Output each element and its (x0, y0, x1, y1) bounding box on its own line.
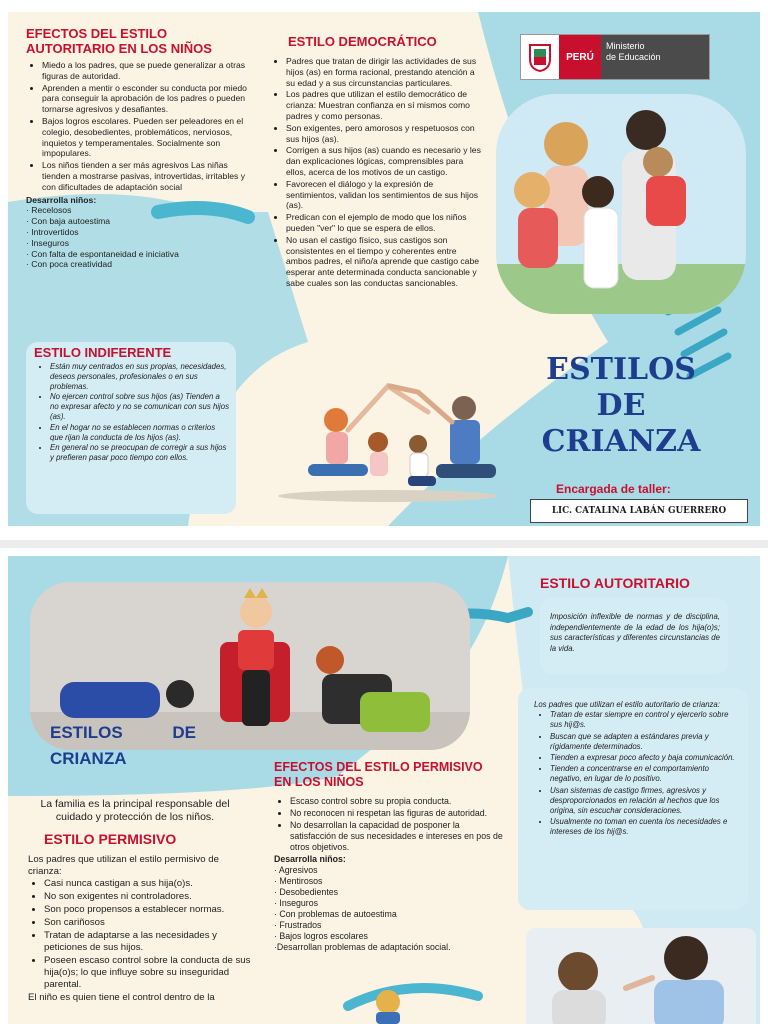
encargada-name: LIC. CATALINA LABÁN GUERRERO (530, 499, 748, 523)
list-item: · Mentirosos (274, 876, 323, 886)
efectos-permisivo-text (274, 796, 504, 953)
democratico-title: ESTILO DEMOCRÁTICO (288, 34, 437, 49)
list-item: · Con problemas de autoestima (274, 909, 397, 919)
desarrolla-label: Desarrolla niños: (26, 194, 97, 205)
list-item: · Con falta de espontaneidad e iniciativa (26, 248, 179, 259)
permisivo-intro: Los padres que utilizan el estilo permisivo de crianza: (28, 854, 219, 877)
democratico-text (270, 56, 484, 290)
list-item: · Frustrados (274, 920, 322, 930)
father-son-photo (526, 928, 756, 1024)
child-small-photo (358, 984, 418, 1024)
list-item: • Casi nunca castigan a sus hija(o)s. (44, 878, 252, 890)
list-item: · Inseguros (26, 237, 69, 248)
list-item: • Los niños tienden a ser más agresivos Las niñas tienden a mostrarse pasivas, introvertidas, irritables y con dificultades de adaptación social (42, 160, 254, 192)
autoritario-intro: Los padres que utilizan el estilo autoritario de crianza: (534, 700, 720, 709)
list-item: • Tienden a expresar poco afecto y baja comunicación. (550, 753, 738, 763)
efectos-permisivo-title: EFECTOS DEL ESTILO PERMISIVO EN LOS NIÑOS (274, 760, 483, 789)
list-item: • Miedo a los padres, que se puede generalizar a otras figuras de autoridad. (42, 60, 254, 82)
list-item: • Aprenden a mentir o esconder su conducta por miedo para conseguir la aprobación de los padres o pueden tornarse agresivos y desafiantes. (42, 83, 254, 115)
list-item: • Tratan de estar siempre en control y ejercerlo sobre sus hij@s. (550, 710, 738, 730)
permisivo-title: ESTILO PERMISIVO (44, 831, 177, 847)
cover-title-line1: ESTILOS (546, 352, 696, 387)
cover-title-line3: CRIANZA (541, 424, 701, 459)
list-item: • Bajos logros escolares. Pueden ser peleadores en el colegio, desobedientes, problemáticos, nerviosos, inquietos y temperamentales. Socialmente son impopulares. (42, 116, 254, 159)
indiferente-title: ESTILO INDIFERENTE (34, 345, 172, 360)
banner-title-word1: ESTILOS (50, 723, 123, 742)
banner-title (50, 720, 196, 772)
permisivo-last-line: El niño es quien tiene el control dentro de la (28, 992, 215, 1003)
autoritario-detail (534, 700, 738, 839)
list-item: • Buscan que se adapten a estándares previa y rígidamente determinados. (550, 732, 738, 752)
list-item: • Usualmente no toman en cuenta los necesidades e intereses de los hij@s. (550, 817, 738, 837)
list-item: • Son poco propensos a establecer normas. (44, 904, 252, 916)
list-item: • Los padres que utilizan el estilo democrático de crianza: Muestran confianza en sí mismos como padres y como personas. (286, 89, 484, 121)
list-item: • No usan el castigo físico, sus castigos son consistentes en el tiempo y coherentes entre ambos padres, el niño/a aprende que castigo cabe esperar ante determinada conducta sancionable y sabe cuales son las conductas sancionables. (286, 235, 484, 289)
list-item: ·Desarrollan problemas de adaptación social. (274, 942, 451, 952)
list-item: • En general no se preocupan de corregir a sus hijos y prefieren pasar poco tiempo con ellos. (50, 443, 230, 463)
list-item: • No reconocen ni respetan las figuras de autoridad. (290, 808, 504, 819)
list-item: · Con poca creatividad (26, 259, 112, 270)
list-item: · Inseguros (274, 898, 319, 908)
list-item: · Bajos logros escolares (274, 931, 368, 941)
family-photo-floor (268, 372, 508, 502)
list-item: • Favorecen el diálogo y la expresión de sentimientos, validan los sentimientos de sus hijos (as). (286, 179, 484, 211)
banner-title-word2: DE (172, 723, 196, 742)
efectos-autoritario-text (26, 60, 254, 270)
list-item: • Poseen escaso control sobre la conducta de sus hija(o)s; lo que influye sobre su inseguridad parental. (44, 955, 252, 991)
ministry-name-line1: Ministerio (606, 41, 645, 51)
brochure-page-1 (8, 12, 760, 526)
list-item: · Recelosos (26, 205, 72, 216)
list-item: • No son exigentes ni controladores. (44, 891, 252, 903)
list-item: • Corrigen a sus hijos (as) cuando es necesario y les dan explicaciones lógicas, comprensibles para ellos, acerca de los motivos de un castigo. (286, 145, 484, 177)
desarrolla-label: Desarrolla niños: (274, 854, 346, 864)
indiferente-text (34, 362, 230, 464)
encargada-label: Encargada de taller: (556, 482, 671, 496)
peru-label: PERÚ (559, 35, 601, 79)
list-item: • Padres que tratan de dirigir las actividades de sus hijos (as) en forma racional, prestando atención a su edad y a sus circunstancias particulares. (286, 56, 484, 88)
list-item: • Son exigentes, pero amorosos y respetuosos con sus hijos (as). (286, 123, 484, 145)
list-item: • Tienden a concentrarse en el comportamiento negativo, en lugar de lo positivo. (550, 764, 738, 784)
brochure-page-2 (8, 556, 760, 1024)
page-separator (0, 540, 768, 548)
list-item: • No ejercen control sobre sus hijos (as) Tienden a no expresar afecto y no se comunican con sus hijos (as). (50, 392, 230, 421)
list-item: • No desarrollan la capacidad de posponer la satisfacción de sus necesidades e intereses en pos de otros objetivos. (290, 820, 504, 853)
list-item: · Desobedientes (274, 887, 339, 897)
list-item: • Usan sistemas de castigo firmes, agresivos y desproporcionados en relación al hechos que los origina, sin escuchar consideraciones. (550, 786, 738, 817)
list-item: • Son cariñosos (44, 917, 252, 929)
ministry-name-line2: de Educación (606, 52, 661, 62)
list-item: • Predican con el ejemplo de modo que los niños pueden "ver" lo que se espera de ellos. (286, 212, 484, 234)
autoritario-title: ESTILO AUTORITARIO (540, 575, 690, 591)
cover-title (516, 352, 726, 460)
cover-title-line2: DE (596, 388, 646, 423)
list-item: • En el hogar no se establecen normas o criterios que rijan la conducta de los hijos (as). (50, 423, 230, 443)
list-item: · Agresivos (274, 865, 318, 875)
familia-statement: La familia es la principal responsable del cuidado y protección de los niños. (40, 798, 230, 823)
list-item: • Están muy centrados en sus propias, necesidades, deseos personales, profesionales o en sus problemas. (50, 362, 230, 391)
efectos-autoritario-title: EFECTOS DEL ESTILO AUTORITARIO EN LOS NIÑOS (26, 26, 212, 56)
family-cover-photo (496, 94, 746, 314)
banner-title-word3: CRIANZA (50, 749, 127, 768)
list-item: · Con baja autoestima (26, 216, 111, 227)
autoritario-definition: Imposición inflexible de normas y de disciplina, independientemente de la edad de los hija(o)s; sus características y diferentes circunstancias de la vida. (550, 612, 720, 653)
coat-of-arms-icon (521, 35, 559, 79)
list-item: · Introvertidos (26, 226, 79, 237)
list-item: • Tratan de adaptarse a las necesidades y peticiones de sus hijos. (44, 930, 252, 954)
ministry-logo (520, 34, 710, 80)
list-item: • Escaso control sobre su propia conducta. (290, 796, 504, 807)
permisivo-text (28, 854, 252, 1004)
